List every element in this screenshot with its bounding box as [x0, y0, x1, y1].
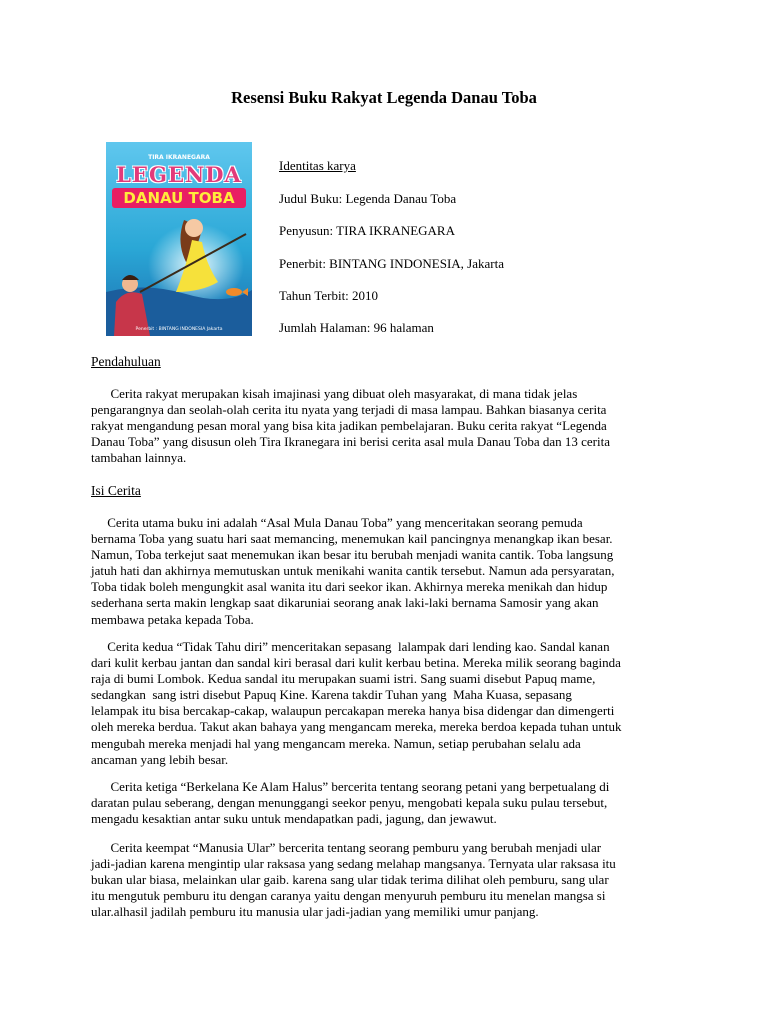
paragraph-line: bernama Toba yang suatu hari saat memancing, menemukan kail pancingnya menangkap ikan besar. — [91, 531, 613, 547]
paragraph-line: raja di bumi Lombok. Kedua sandal itu merupakan suami istri. Sang suami disebut Papuq mame, — [91, 671, 596, 687]
paragraph-line: pengarangnya dan seolah-olah cerita itu nyata yang terjadi di masa lampau. Bahkan biasanya cerita — [91, 402, 607, 418]
paragraph-line: daratan pulau seberang, dengan menunggangi seekor penyu, mengobati kepala suku pulau tersebut, — [91, 795, 608, 811]
paragraph-line: lelampak itu bisa bercakap-cakap, walaupun percakapan mereka hanya bisa didengar dan dimengerti — [91, 703, 615, 719]
paragraph-line: mengadu kesaktian antar suku untuk mendapatkan padi, jagung, dan jewawut. — [91, 811, 497, 827]
identity-judul: Judul Buku: Legenda Danau Toba — [279, 191, 457, 206]
pendahuluan-paragraph — [91, 386, 681, 466]
paragraph-line: ular.alhasil jadilah pemburu itu manusia ular jadi-jadian yang memiliki umur panjang. — [91, 904, 539, 920]
paragraph-line: tambahan lainnya. — [91, 450, 187, 466]
isi-cerita-heading: Isi Cerita — [91, 483, 141, 498]
identity-penyusun: Penyusun: TIRA IKRANEGARA — [279, 223, 455, 238]
identity-heading: Identitas karya — [279, 158, 356, 173]
paragraph-line: Cerita keempat “Manusia Ular” bercerita tentang seorang pemburu yang berubah menjadi ular — [91, 840, 602, 855]
isi-paragraph-4 — [91, 840, 681, 920]
paragraph-line: Danau Toba” yang disusun oleh Tira Ikranegara ini berisi cerita asal mula Danau Toba dan 13 cerita — [91, 434, 610, 450]
paragraph-line: Toba tidak boleh mengungkit asal wanita itu dari seekor ikan. Akhirnya mereka menikah dan hidup — [91, 579, 608, 595]
isi-paragraph-3 — [91, 779, 681, 827]
paragraph-line: mengubah mereka menjadi hal yang mengancam mereka. Namun, setiap perubahan selalu ada — [91, 735, 581, 751]
isi-paragraph-2 — [91, 639, 681, 768]
paragraph-line: rakyat mengandung pesan moral yang bisa kita jadikan pembelajaran. Buku cerita rakyat “Legenda — [91, 418, 607, 434]
paragraph-line: dari kulit kerbau jantan dan sandal kiri berasal dari kulit kerbau betina. Mereka milik seorang baginda — [91, 655, 621, 671]
paragraph-line: Namun, Toba terkejut saat menemukan ikan besar itu berubah menjadi wanita cantik. Toba langsung — [91, 547, 614, 563]
paragraph-line: Cerita ketiga “Berkelana Ke Alam Halus” bercerita tentang seorang petani yang berpetualang di — [91, 779, 610, 794]
paragraph-line: Cerita rakyat merupakan kisah imajinasi yang dibuat oleh masyarakat, di mana tidak jelas — [91, 386, 578, 401]
paragraph-line: Cerita utama buku ini adalah “Asal Mula Danau Toba” yang menceritakan seorang pemuda — [91, 515, 583, 530]
pendahuluan-heading: Pendahuluan — [91, 354, 161, 369]
paragraph-line: Cerita kedua “Tidak Tahu diri” menceritakan sepasang lalampak dari lending kao. Sandal kanan — [91, 639, 610, 654]
book-cover-image — [106, 142, 252, 336]
cover-title-danau-toba: DANAU TOBA — [112, 188, 246, 208]
paragraph-line: membawa petaka kepada Toba. — [91, 611, 254, 627]
paragraph-line: bukan ular biasa, melainkan ular gaib. karena sang ular tidak terima dilihat oleh pemburu, sang ular — [91, 872, 609, 888]
cover-publisher: Penerbit : BINTANG INDONESIA Jakarta — [135, 327, 223, 332]
identity-halaman: Jumlah Halaman: 96 halaman — [279, 320, 434, 335]
paragraph-line: jadi-jadian karena mengintip ular raksasa yang sedang melahap mangsanya. Ternyata ular raksasa itu — [91, 856, 616, 872]
paragraph-line: jatuh hati dan akhirnya memutuskan untuk menikahi wanita cantik tersebut. Namun ada persyaratan, — [91, 563, 615, 579]
cover-series-label: TIRA IKRANEGARA — [148, 154, 210, 161]
cover-title-legenda: LEGENDA — [116, 162, 242, 187]
paragraph-line: sederhana serta makin lengkap saat dikaruniai seorang anak laki-laki bernama Samosir yang akan — [91, 595, 599, 611]
isi-paragraph-1 — [91, 515, 681, 628]
paragraph-line: sedangkan sang istri disebut Papuq Kine. Karena takdir Tuhan yang Maha Kuasa, sepasang — [91, 687, 572, 703]
paragraph-line: itu mengutuk pemburu itu dengan caranya yaitu dengan menyuruh pemburu itu menelan mangsa si — [91, 888, 606, 904]
paragraph-line: oleh mereka berdua. Takut akan bahaya yang mengancam mereka, mereka berdoa kepada tuhan untuk — [91, 719, 622, 735]
document-title: Resensi Buku Rakyat Legenda Danau Toba — [231, 88, 537, 107]
identity-penerbit: Penerbit: BINTANG INDONESIA, Jakarta — [279, 256, 504, 271]
paragraph-line: ancaman yang lebih besar. — [91, 751, 229, 767]
identity-tahun: Tahun Terbit: 2010 — [279, 288, 379, 303]
